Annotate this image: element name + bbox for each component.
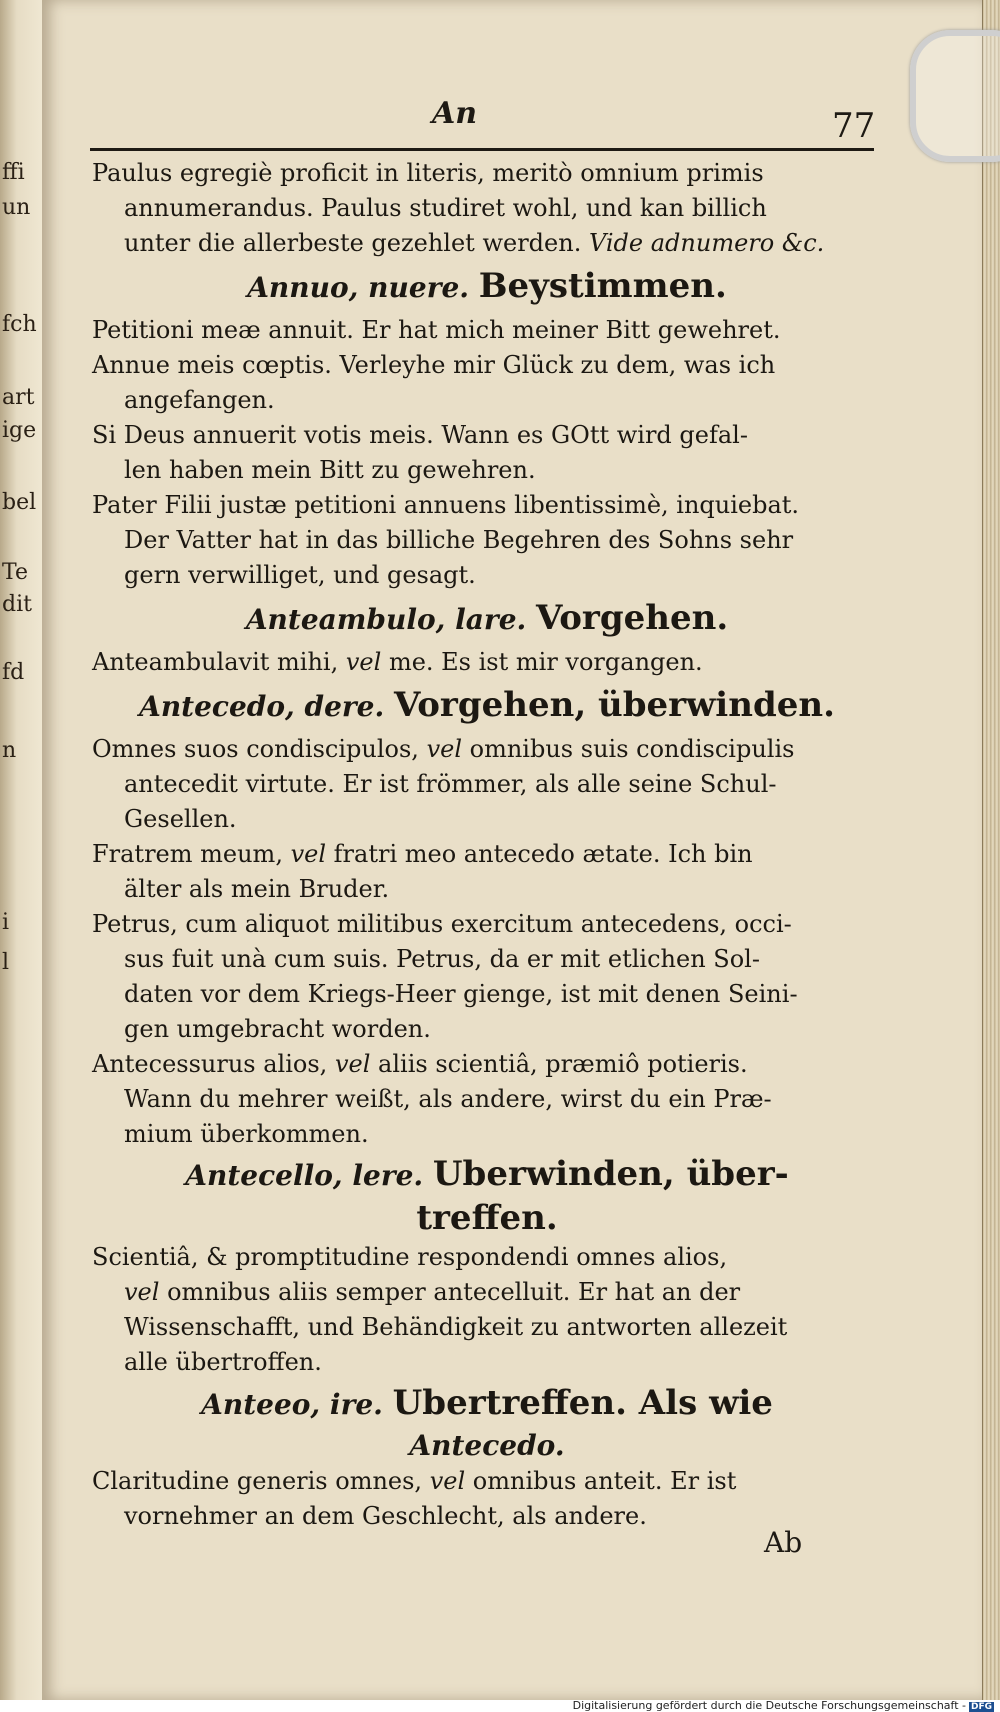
lemma: Annuo, nuere. bbox=[247, 271, 470, 304]
text-line bbox=[92, 1275, 882, 1310]
text-line: angefangen. bbox=[124, 386, 275, 414]
text-line: Der Vatter hat in das billiche Begehren des Sohns sehr bbox=[124, 526, 794, 554]
cross-reference: Vide adnumero &c. bbox=[588, 229, 825, 257]
funding-credit bbox=[573, 1699, 994, 1712]
text-line: Gesellen. bbox=[124, 805, 237, 833]
text-span: Anteambulavit mihi, bbox=[92, 648, 339, 676]
cross-reference: Antecedo. bbox=[409, 1429, 565, 1462]
text-line: antecedit virtute. Er ist frömmer, als alle seine Schul- bbox=[124, 770, 777, 798]
text-line: sus fuit unà cum suis. Petrus, da er mit etlichen Sol- bbox=[124, 945, 760, 973]
entry-heading bbox=[92, 680, 882, 732]
page-block-edge bbox=[982, 0, 1000, 1700]
lemma-translation: Ubertreffen. Als wie bbox=[392, 1383, 773, 1423]
text-line: Scientiâ, & promptitudine respondendi omnes alios, bbox=[92, 1243, 728, 1271]
lemma-translation: treffen. bbox=[416, 1198, 558, 1238]
vel-marker: vel bbox=[290, 840, 327, 868]
text-span: Fratrem meum, bbox=[92, 840, 283, 868]
text-span: Omnes suos condiscipulos, bbox=[92, 735, 419, 763]
text-line: gen umgebracht worden. bbox=[124, 1015, 431, 1043]
text-line: mium überkommen. bbox=[124, 1120, 369, 1148]
running-head: An bbox=[432, 96, 478, 131]
text-line: Wann du mehrer weißt, als andere, wirst du ein Præ- bbox=[124, 1085, 772, 1113]
text-line bbox=[92, 1047, 882, 1082]
vel-marker: vel bbox=[334, 1050, 371, 1078]
edge-fragment: ffi bbox=[2, 160, 25, 185]
text-line: Pater Filii justæ petitioni annuens libentissimè, inquiebat. bbox=[92, 491, 800, 519]
entry-heading bbox=[92, 593, 882, 645]
text-span: Antecessurus alios, bbox=[92, 1050, 328, 1078]
page-number: 77 bbox=[832, 106, 876, 146]
entry-heading-cont bbox=[92, 1428, 882, 1464]
text-span: aliis scientiâ, præmiô potieris. bbox=[378, 1050, 748, 1078]
lemma: Anteeo, ire. bbox=[201, 1388, 383, 1421]
book-clip bbox=[910, 30, 1000, 162]
text-line bbox=[92, 732, 882, 767]
text-span: fratri meo antecedo ætate. bbox=[333, 840, 661, 868]
edge-fragment: Te bbox=[2, 560, 28, 585]
text-line bbox=[92, 226, 882, 261]
edge-fragment: i bbox=[2, 910, 10, 935]
lemma: Antecello, lere. bbox=[185, 1159, 424, 1192]
text-line: älter als mein Bruder. bbox=[124, 875, 390, 903]
entry-heading bbox=[92, 1152, 882, 1198]
edge-fragment: bel bbox=[2, 490, 37, 515]
lemma-translation: Beystimmen. bbox=[478, 266, 727, 306]
footer-bar bbox=[0, 1700, 1000, 1712]
text-span: omnibus aliis semper antecelluit. Er hat an der bbox=[167, 1278, 741, 1306]
facing-page-edge bbox=[0, 0, 44, 1700]
edge-fragment: fd bbox=[2, 660, 25, 685]
text-line bbox=[92, 645, 882, 680]
edge-fragment: un bbox=[2, 195, 31, 220]
text-span: omnibus anteit. Er ist bbox=[472, 1467, 737, 1495]
text-span: omnibus suis condiscipulis bbox=[469, 735, 795, 763]
entry-heading bbox=[92, 1380, 882, 1428]
edge-fragment: art bbox=[2, 385, 35, 410]
text-line: len haben mein Bitt zu gewehren. bbox=[124, 456, 536, 484]
text-span: unter die allerbeste gezehlet werden. bbox=[124, 229, 582, 257]
text-line: vornehmer an dem Geschlecht, als andere. bbox=[124, 1502, 647, 1530]
book-page bbox=[42, 0, 982, 1700]
text-line bbox=[92, 1464, 882, 1499]
lemma: Anteambulo, lare. bbox=[245, 603, 527, 636]
text-line: alle übertroffen. bbox=[124, 1348, 322, 1376]
credit-text: Digitalisierung gefördert durch die Deutsche Forschungsgemeinschaft - bbox=[572, 1699, 966, 1712]
text-line: Wissenschafft, und Behändigkeit zu antworten allezeit bbox=[124, 1313, 788, 1341]
text-line bbox=[92, 837, 882, 872]
vel-marker: vel bbox=[345, 648, 382, 676]
entry-heading-cont bbox=[92, 1198, 882, 1240]
vel-marker: vel bbox=[429, 1467, 466, 1495]
header-rule bbox=[90, 148, 874, 151]
edge-fragment: dit bbox=[2, 592, 32, 617]
lemma-translation: Vorgehen. bbox=[536, 598, 729, 638]
vel-marker: vel bbox=[124, 1278, 160, 1306]
page-text bbox=[92, 156, 882, 1534]
text-line: Petrus, cum aliquot militibus exercitum antecedens, occi- bbox=[92, 910, 792, 938]
text-span: Claritudine generis omnes, bbox=[92, 1467, 423, 1495]
dfg-logo: DFG bbox=[970, 1702, 992, 1712]
vel-marker: vel bbox=[426, 735, 462, 763]
text-line: Annue meis cœptis. Verleyhe mir Glück zu dem, was ich bbox=[92, 351, 776, 379]
edge-fragment: n bbox=[2, 738, 17, 763]
text-line: annumerandus. Paulus studiret wohl, und kan billich bbox=[124, 194, 767, 222]
catchword: Ab bbox=[764, 1526, 803, 1559]
text-span: me. Es ist mir vorgangen. bbox=[388, 648, 703, 676]
edge-fragment: l bbox=[2, 950, 10, 975]
text-line: Paulus egregiè proficit in literis, meritò omnium primis bbox=[92, 159, 764, 187]
lemma-translation: Uberwinden, über- bbox=[432, 1154, 789, 1194]
entry-heading bbox=[92, 261, 882, 313]
lemma: Antecedo, dere. bbox=[139, 690, 385, 723]
text-line: daten vor dem Kriegs-Heer gienge, ist mit denen Seini- bbox=[124, 980, 798, 1008]
edge-fragment: ige bbox=[2, 418, 37, 443]
lemma-translation: Vorgehen, überwinden. bbox=[394, 685, 835, 725]
text-span: Ich bin bbox=[668, 840, 753, 868]
text-line: gern verwilliget, und gesagt. bbox=[124, 561, 476, 589]
edge-fragment: fch bbox=[2, 312, 37, 337]
text-line: Petitioni meæ annuit. Er hat mich meiner Bitt gewehret. bbox=[92, 316, 781, 344]
text-line: Si Deus annuerit votis meis. Wann es GOtt wird gefal- bbox=[92, 421, 748, 449]
